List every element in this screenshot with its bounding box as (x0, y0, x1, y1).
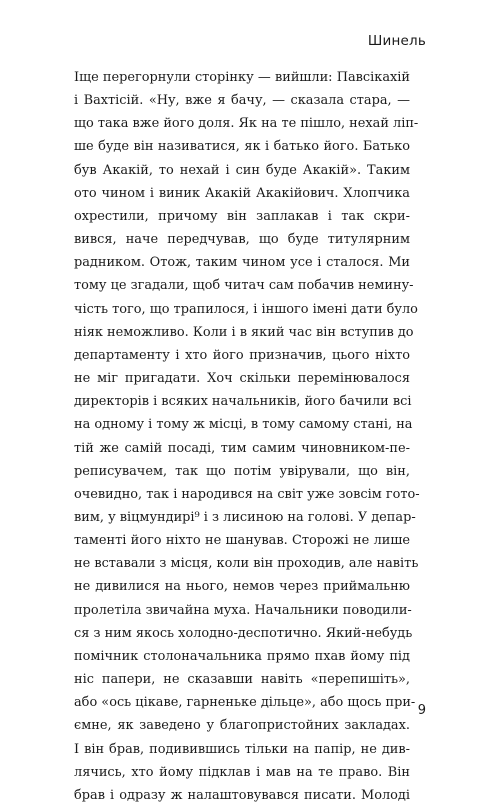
text-line: ніс папери, не сказавши навіть «перепишіть», (74, 672, 410, 688)
text-line: не дивилися на нього, немов через приймальню (74, 579, 410, 595)
running-head: Шинель (367, 33, 426, 49)
text-line: Іще перегорнули сторінку — вийшли: Павсікахій (74, 70, 410, 85)
text-line: таменті його ніхто не шанував. Сторожі не лише (74, 533, 410, 549)
text-line: реписувачем, так що потім увірували, що він, (74, 463, 410, 479)
text-line: ніяк неможливо. Коли і в який час він вступив до (74, 324, 414, 340)
text-line: вився, наче передчував, що буде титулярним (74, 232, 410, 248)
text-line: що така вже його доля. Як на те пішло, нехай ліп- (74, 116, 419, 132)
page-number: 9 (417, 703, 426, 718)
text-line: пролетіла звичайна муха. Начальники поводили- (74, 602, 412, 618)
text-line: вим, у віцмундирі⁹ і з лисиною на голові. У депар- (74, 509, 416, 525)
text-line: департаменту і хто його призначив, цього ніхто (74, 347, 410, 363)
text-line: чість того, що трапилося, і іншого імені дати було (74, 301, 418, 317)
text-line: ше буде він називатися, як і батько його. Батько (74, 139, 410, 155)
text-line: радником. Отож, таким чином усе і сталося. Ми (74, 255, 410, 271)
text-line: брав і одразу ж налаштовувався писати. Молоді (74, 787, 410, 803)
text-line: охрестили, причому він заплакав і так скри- (74, 208, 410, 224)
text-line: очевидно, так і народився на світ уже зовсім гото- (74, 486, 420, 502)
text-line: директорів і всяких начальників, його бачили всі (74, 394, 412, 410)
text-line: на одному і тому ж місці, в тому самому стані, на (74, 417, 413, 433)
text-line: ото чином і виник Акакій Акакійович. Хлопчика (74, 185, 410, 201)
body-text (74, 66, 420, 807)
text-line: лячись, хто йому підклав і мав на те право. Він (74, 764, 410, 780)
text-line: не міг пригадати. Хоч скільки перемінювалося (74, 371, 410, 387)
text-line: ємне, як заведено у благопристойних закладах. (74, 718, 410, 734)
text-line: помічник столоначальника прямо пхав йому під (74, 648, 410, 664)
text-line: не вставали з місця, коли він проходив, але навіть (74, 556, 419, 572)
text-line: І він брав, подивившись тільки на папір, не див- (74, 741, 410, 757)
text-line: ся з ним якось холодно-деспотично. Який-небудь (74, 625, 413, 641)
text-line: тій же самій посаді, тим самим чиновником-пе- (74, 440, 410, 456)
text-line: був Акакій, то нехай і син буде Акакій». Таким (74, 162, 410, 178)
text-line: або «ось цікаве, гарненьке дільце», або щось при- (74, 695, 416, 711)
text-line: і Вахтісій. «Ну, вже я бачу, — сказала стара, — (74, 93, 410, 109)
text-line: тому це згадали, щоб читач сам побачив немину- (74, 278, 414, 294)
